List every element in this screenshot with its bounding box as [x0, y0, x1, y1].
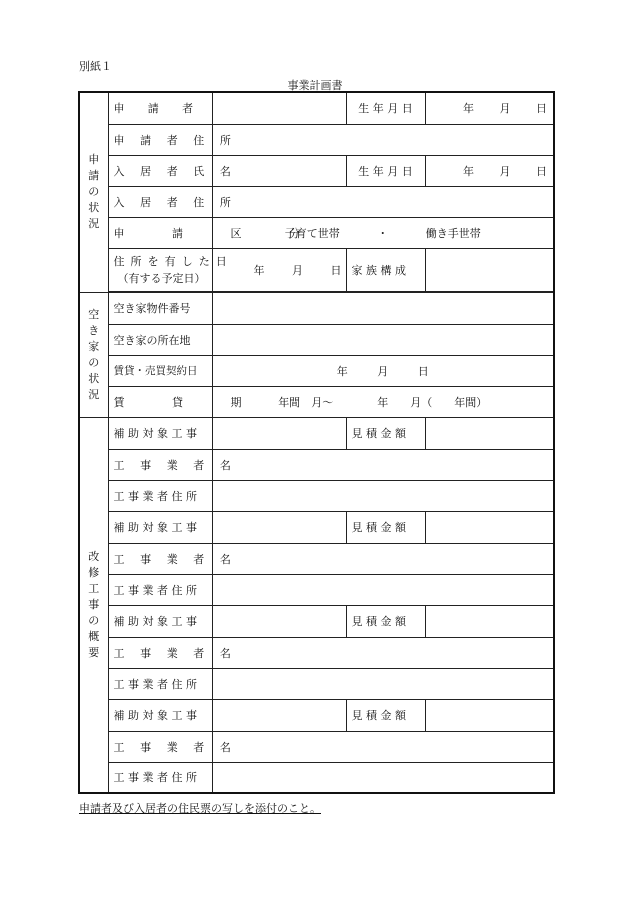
label-applicant-address: 申 請 者 住 所: [108, 124, 212, 155]
label-address-date-line2: （有する予定日）: [117, 271, 206, 285]
field-contractor-name[interactable]: [212, 449, 554, 480]
label-estimate: 見 積 金 額: [346, 511, 425, 543]
label-property-location: 空き家の所在地: [108, 324, 212, 355]
field-applicant-address[interactable]: [212, 124, 554, 155]
row-address-date: [79, 248, 554, 291]
field-contractor-name[interactable]: [212, 543, 554, 574]
label-estimate: 見 積 金 額: [346, 605, 425, 637]
row-applicant-address: [79, 124, 554, 155]
field-contractor-name[interactable]: [212, 637, 554, 668]
label-contract-date: 賃貸・売買契約日: [108, 355, 212, 386]
row-contractor-address-2: [79, 574, 554, 605]
field-estimate[interactable]: [425, 511, 554, 543]
label-resident-birth-date: 生 年 月 日: [346, 155, 425, 186]
footer-note: 申請者及び入居者の住民票の写しを添付のこと。: [79, 802, 321, 815]
label-contractor-address: 工 事 業 者 住 所: [108, 762, 212, 793]
field-property-number[interactable]: [212, 292, 554, 324]
document-title: 事業計画書: [287, 79, 343, 92]
row-subsidy-work-2: [79, 511, 554, 543]
row-lease-period: [79, 386, 554, 417]
row-subsidy-work-1: [79, 417, 554, 449]
field-property-location[interactable]: [212, 324, 554, 355]
row-property-location: [79, 324, 554, 355]
section-applicant-status: 申請の状況: [79, 92, 108, 292]
field-resident-birth-date[interactable]: 年 月 日: [425, 155, 554, 186]
label-address-date-line1: 住所を有した日: [113, 254, 233, 268]
field-contractor-address[interactable]: [212, 574, 554, 605]
label-subsidy-work: 補 助 対 象 工 事: [108, 605, 212, 637]
row-resident-address: [79, 186, 554, 217]
row-contractor-address-4: [79, 762, 554, 793]
label-estimate: 見 積 金 額: [346, 417, 425, 449]
field-contractor-address[interactable]: [212, 668, 554, 699]
field-applicant-name[interactable]: [212, 92, 346, 124]
business-plan-form: [78, 91, 555, 794]
label-lease-period: 賃 貸 期 間: [108, 386, 212, 417]
field-lease-period[interactable]: 年 月～ 年 月（ 年間）: [212, 386, 554, 417]
field-contractor-address[interactable]: [212, 480, 554, 511]
label-family: 家 族 構 成: [346, 248, 425, 291]
row-contractor-address-1: [79, 480, 554, 511]
field-estimate[interactable]: [425, 417, 554, 449]
row-resident-name: [79, 155, 554, 186]
field-address-date[interactable]: 年 月 日: [212, 248, 346, 291]
field-estimate[interactable]: [425, 699, 554, 731]
field-contract-date[interactable]: 年 月 日: [212, 355, 554, 386]
row-applicant: [79, 92, 554, 124]
row-contractor-name-1: [79, 449, 554, 480]
label-category: 申 請 区 分: [108, 217, 212, 248]
row-contractor-address-3: [79, 668, 554, 699]
label-estimate: 見 積 金 額: [346, 699, 425, 731]
field-contractor-name[interactable]: [212, 731, 554, 762]
row-contractor-name-2: [79, 543, 554, 574]
label-property-number: 空き家物件番号: [108, 292, 212, 324]
field-subsidy-work[interactable]: [212, 511, 346, 543]
row-category: [79, 217, 554, 248]
label-subsidy-work: 補 助 対 象 工 事: [108, 511, 212, 543]
label-applicant-birth-date: 生 年 月 日: [346, 92, 425, 124]
label-subsidy-work: 補 助 対 象 工 事: [108, 699, 212, 731]
label-contractor-name: 工 事 業 者 名: [108, 543, 212, 574]
row-contractor-name-3: [79, 637, 554, 668]
field-contractor-address[interactable]: [212, 762, 554, 793]
section-renovation-summary: 改修工事の概要: [79, 417, 108, 793]
field-category-options[interactable]: 子育て世帯 ・ 働き手世帯: [212, 217, 554, 248]
field-subsidy-work[interactable]: [212, 417, 346, 449]
label-subsidy-work: 補 助 対 象 工 事: [108, 417, 212, 449]
label-contractor-name: 工 事 業 者 名: [108, 731, 212, 762]
label-applicant: 申 請 者: [108, 92, 212, 124]
label-contractor-name: 工 事 業 者 名: [108, 449, 212, 480]
field-subsidy-work[interactable]: [212, 699, 346, 731]
label-address-date: [108, 248, 233, 291]
label-contractor-address: 工 事 業 者 住 所: [108, 574, 212, 605]
label-contractor-address: 工 事 業 者 住 所: [108, 668, 212, 699]
attachment-label: 別紙１: [79, 60, 112, 73]
row-contractor-name-4: [79, 731, 554, 762]
row-subsidy-work-3: [79, 605, 554, 637]
label-resident-address: 入 居 者 住 所: [108, 186, 212, 217]
row-subsidy-work-4: [79, 699, 554, 731]
label-resident-name: 入 居 者 氏 名: [108, 155, 212, 186]
field-resident-address[interactable]: [212, 186, 554, 217]
label-contractor-address: 工 事 業 者 住 所: [108, 480, 212, 511]
field-applicant-birth-date[interactable]: 年 月 日: [425, 92, 554, 124]
field-subsidy-work[interactable]: [212, 605, 346, 637]
row-property-number: [79, 292, 554, 324]
field-estimate[interactable]: [425, 605, 554, 637]
field-family[interactable]: [425, 248, 554, 291]
label-contractor-name: 工 事 業 者 名: [108, 637, 212, 668]
row-contract-date: [79, 355, 554, 386]
section-vacant-house-status: 空き家の状況: [79, 292, 108, 417]
